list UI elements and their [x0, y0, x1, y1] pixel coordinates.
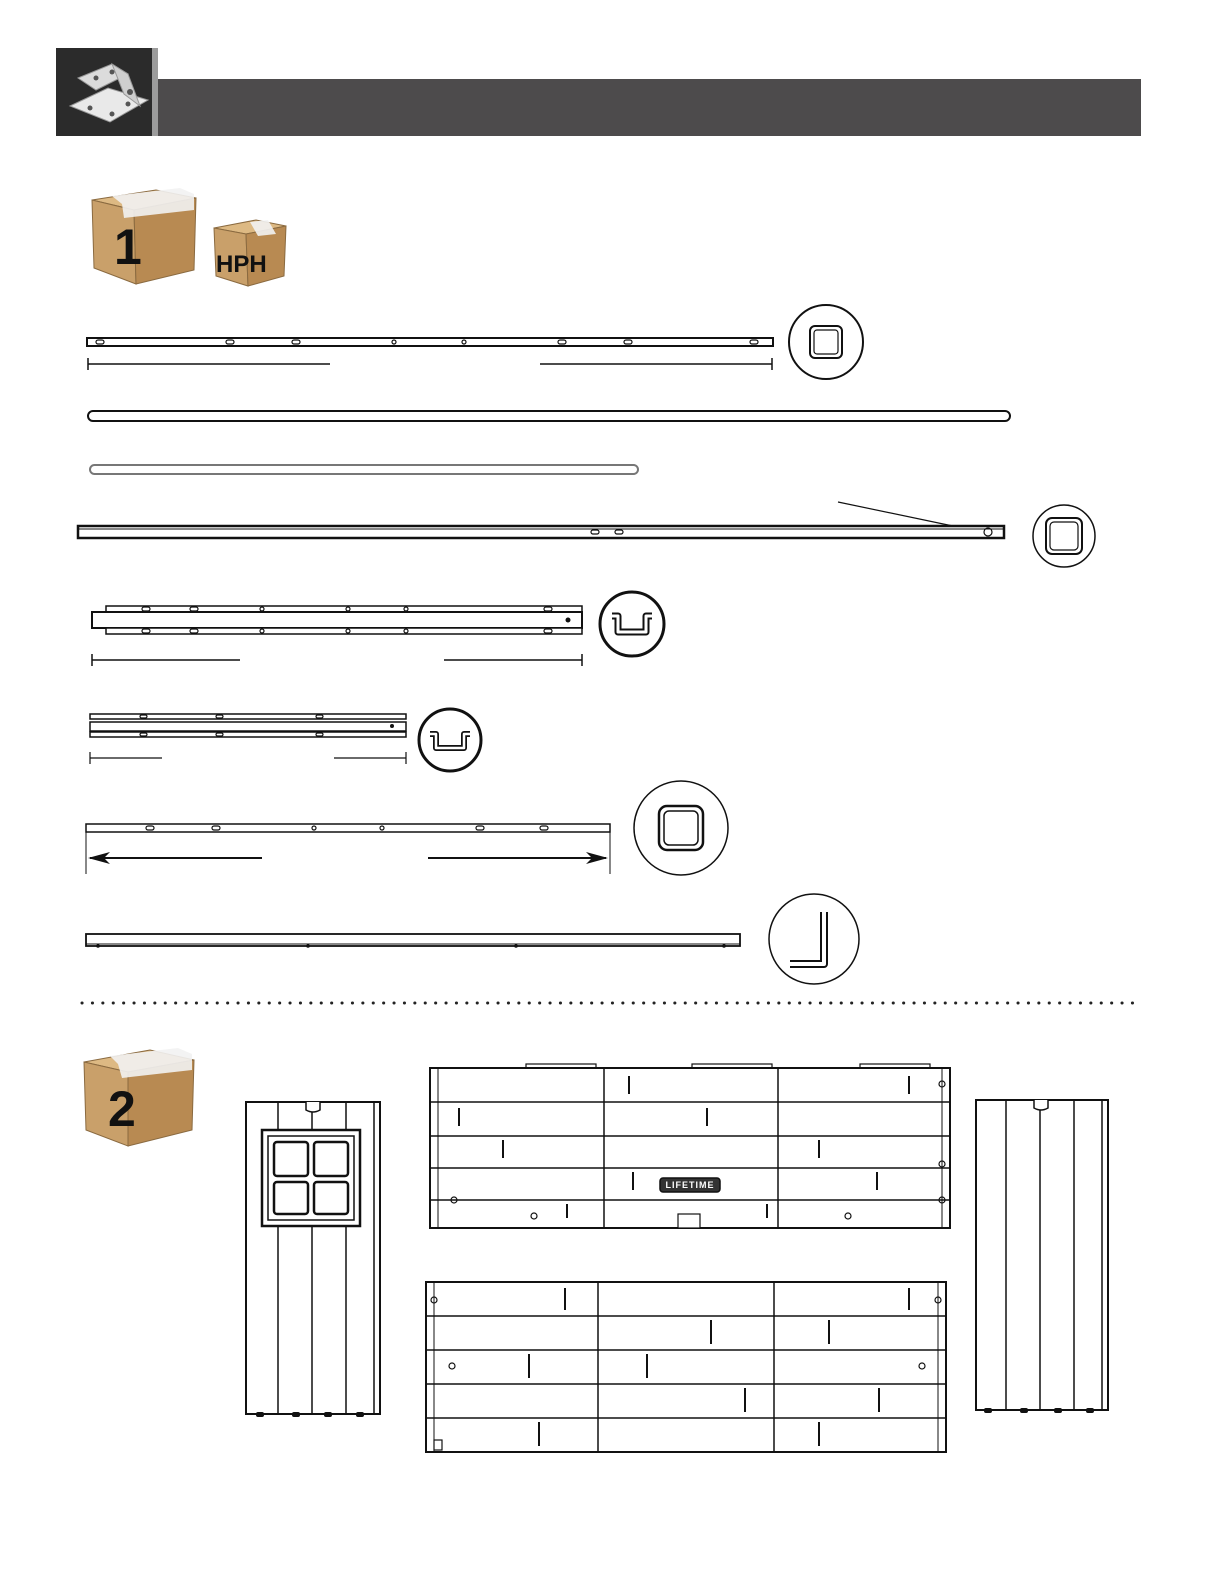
- header-icon-block: [56, 48, 152, 136]
- door-panel: [244, 1100, 384, 1420]
- part-square-tube-2: [76, 498, 1010, 544]
- header-bar: [158, 79, 1141, 136]
- box-1-label: 1: [114, 219, 142, 275]
- panel-logo: LIFETIME: [665, 1180, 715, 1190]
- end-panel: [974, 1098, 1112, 1416]
- square-tube-profile-icon: [1030, 504, 1098, 570]
- part-angle: [84, 928, 744, 952]
- part-square-tube-3: [84, 820, 614, 876]
- bracket-icon: [56, 48, 152, 136]
- hat-channel-profile-icon: [416, 706, 484, 774]
- square-tube-profile-icon: [786, 304, 866, 384]
- box-1-icon: [84, 178, 200, 288]
- angle-profile-icon: [766, 892, 862, 988]
- box-2-icon: [80, 1040, 198, 1150]
- part-square-tube-1: [86, 334, 776, 370]
- part-rod-long: [86, 408, 1014, 426]
- wall-panel-upper: [428, 1064, 954, 1232]
- section-divider: [80, 1000, 1140, 1006]
- box-hph-icon: [210, 214, 290, 290]
- part-hat-channel-2: [88, 712, 410, 766]
- wall-panel-lower: [424, 1280, 950, 1456]
- part-rod-short: [88, 462, 642, 478]
- hat-channel-profile-icon: [598, 590, 668, 660]
- box-2-label: 2: [108, 1081, 136, 1137]
- part-hat-channel-1: [90, 604, 586, 668]
- square-tube-profile-icon: [632, 780, 732, 880]
- box-hph-label: HPH: [216, 251, 267, 278]
